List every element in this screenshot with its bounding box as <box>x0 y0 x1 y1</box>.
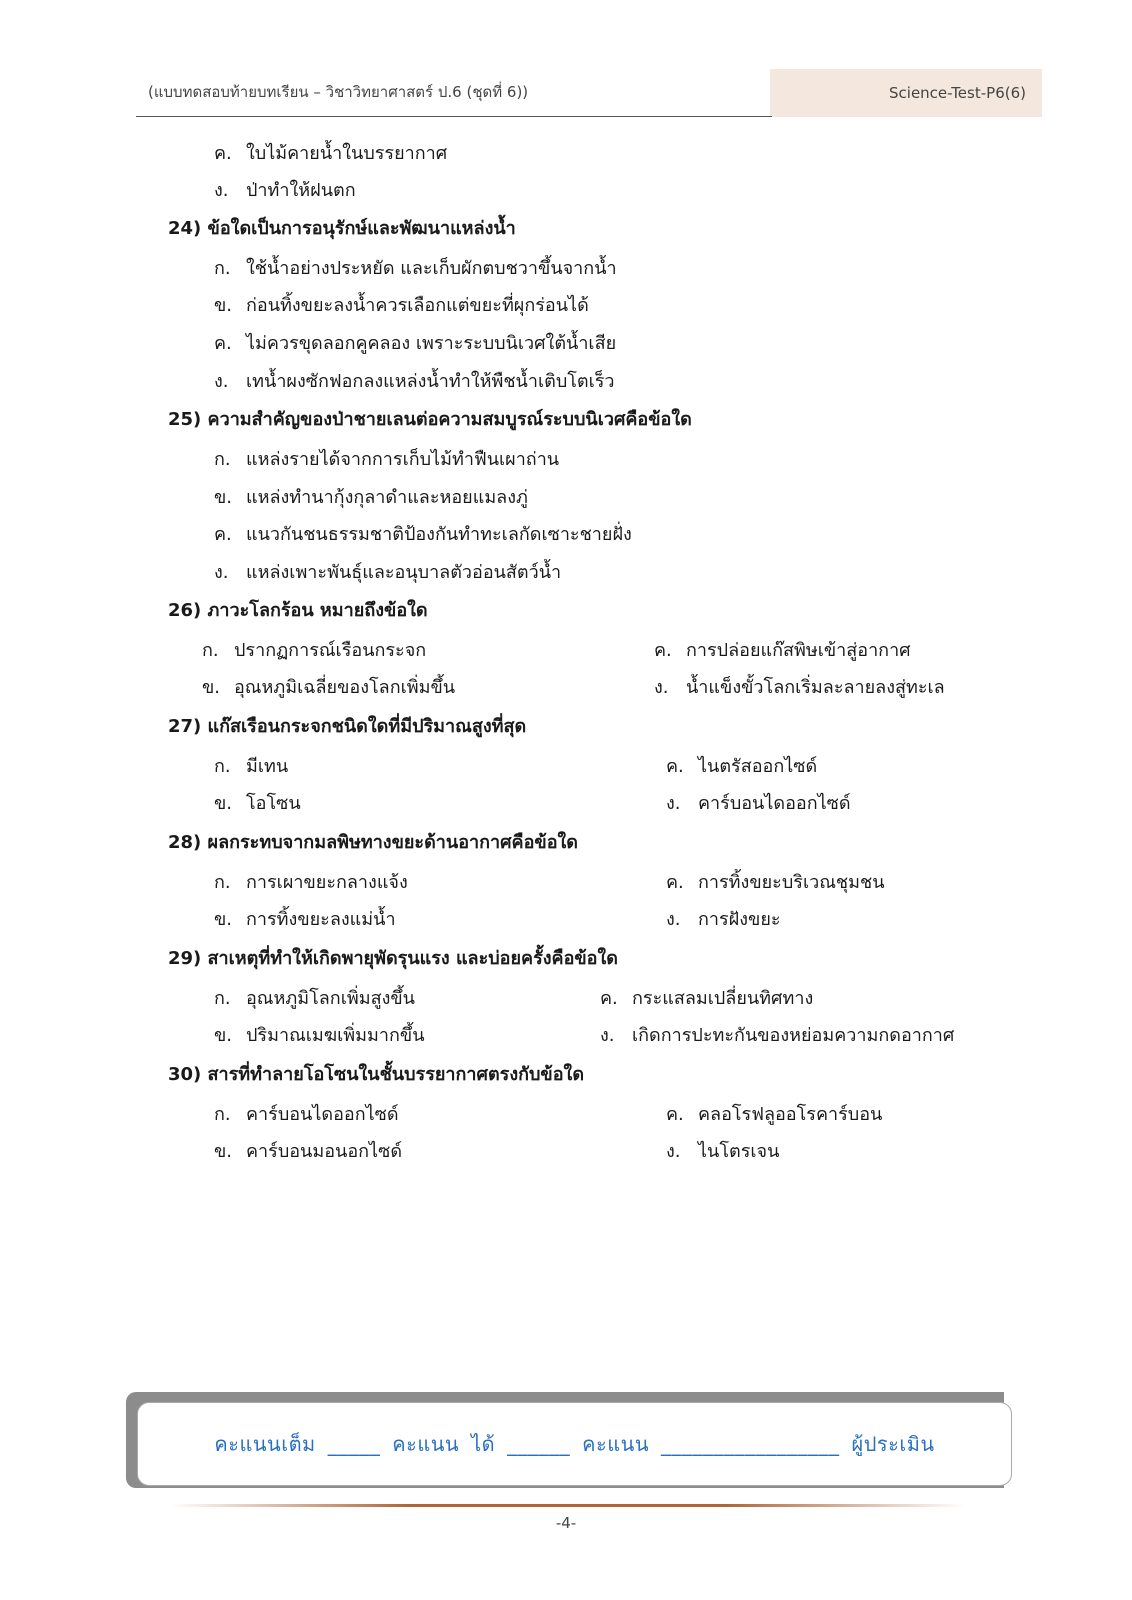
option-item: ข. แหล่งทำนากุ้งกุลาดำและหอยแมลงภู่ <box>214 487 528 508</box>
option-item: ข. โอโซน <box>214 793 301 814</box>
option-item: ค. แนวกันชนธรรมชาติป้องกันทำทะเลกัดเซาะชายฝั่ง <box>214 524 632 545</box>
option-item: ง. น้ำแข็งขั้วโลกเริ่มละลายลงสู่ทะเล <box>654 677 945 698</box>
score-full-label: คะแนนเต็ม <box>214 1432 316 1456</box>
evaluator-blank: _________________ <box>661 1432 840 1456</box>
option-item: ก. มีเทน <box>214 756 289 777</box>
header-code-box <box>770 69 1042 117</box>
option-item: ข. การทิ้งขยะลงแม่น้ำ <box>214 909 396 930</box>
score-unit-1: คะแนน <box>392 1432 460 1456</box>
header-code: Science-Test-P6(6) <box>889 84 1026 102</box>
option-item: ก. ใช้น้ำอย่างประหยัด และเก็บผักตบชวาขึ้นจากน้ำ <box>214 258 617 279</box>
score-got-blank: ______ <box>507 1432 571 1456</box>
score-box <box>137 1402 1012 1486</box>
question-29: 29) สาเหตุที่ทำให้เกิดพายุพัดรุนแรง และบ่อยครั้งคือข้อใด <box>168 948 618 969</box>
option-item: ก. แหล่งรายได้จากการเก็บไม้ทำฟืนเผาถ่าน <box>214 449 560 470</box>
question-26: 26) ภาวะโลกร้อน หมายถึงข้อใด <box>168 600 428 621</box>
question-28: 28) ผลกระทบจากมลพิษทางขยะด้านอากาศคือข้อใด <box>168 832 579 853</box>
option-item: ก. อุณหภูมิโลกเพิ่มสูงขึ้น <box>214 988 415 1009</box>
option-item: ง. คาร์บอนไดออกไซด์ <box>666 793 851 814</box>
option-item: ข. ปริมาณเมฆเพิ่มมากขึ้น <box>214 1025 425 1046</box>
option-item: ค. การทิ้งขยะบริเวณชุมชน <box>666 872 885 893</box>
evaluator-label: ผู้ประเมิน <box>851 1432 935 1456</box>
score-unit-2: คะแนน <box>582 1432 650 1456</box>
option-item: ข. คาร์บอนมอนอกไซด์ <box>214 1141 403 1162</box>
question-30: 30) สารที่ทำลายโอโซนในชั้นบรรยากาศตรงกับข้อใด <box>168 1064 585 1085</box>
option-item: ง. เกิดการปะทะกันของหย่อมความกดอากาศ <box>600 1025 955 1046</box>
option-item: ก. คาร์บอนไดออกไซด์ <box>214 1104 399 1125</box>
page-number: -4- <box>555 1514 577 1532</box>
score-full-blank: _____ <box>327 1432 381 1456</box>
question-24: 24) ข้อใดเป็นการอนุรักษ์และพัฒนาแหล่งน้ำ <box>168 218 516 239</box>
option-item: ข. ก่อนทิ้งขยะลงน้ำควรเลือกแต่ขยะที่ผุกร่อนได้ <box>214 295 589 316</box>
option-item: ง. การฝังขยะ <box>666 909 781 930</box>
header-divider <box>136 116 772 117</box>
option-item: ก. ปรากฏการณ์เรือนกระจก <box>202 640 427 661</box>
option-item: ง. ป่าทำให้ฝนตก <box>214 180 356 201</box>
option-item: ค. ใบไม้คายน้ำในบรรยากาศ <box>214 143 448 164</box>
option-item: ก. การเผาขยะกลางแจ้ง <box>214 872 408 893</box>
header-title: (แบบทดสอบท้ายบทเรียน – วิชาวิทยาศาสตร์ ป.6 (ชุดที่ 6)) <box>148 83 529 101</box>
option-item: ง. เทน้ำผงซักฟอกลงแหล่งน้ำทำให้พืชน้ำเติบโตเร็ว <box>214 371 615 392</box>
score-got-label: ได้ <box>471 1432 496 1456</box>
option-item: ค. ไม่ควรขุดลอกคูคลอง เพราะระบบนิเวศใต้น้ำเสีย <box>214 333 617 354</box>
option-item: ค. การปล่อยแก๊สพิษเข้าสู่อากาศ <box>654 640 911 661</box>
option-item: ค. ไนตรัสออกไซด์ <box>666 756 818 777</box>
option-item: ง. ไนโตรเจน <box>666 1141 780 1162</box>
question-25: 25) ความสำคัญของป่าชายเลนต่อความสมบูรณ์ระบบนิเวศคือข้อใด <box>168 409 692 430</box>
footer-divider <box>170 1504 965 1507</box>
option-item: ง. แหล่งเพาะพันธุ์และอนุบาลตัวอ่อนสัตว์น้ำ <box>214 562 562 583</box>
option-item: ค. กระแสลมเปลี่ยนทิศทาง <box>600 988 814 1009</box>
option-item: ข. อุณหภูมิเฉลี่ยของโลกเพิ่มขึ้น <box>202 677 456 698</box>
option-item: ค. คลอโรฟลูออโรคาร์บอน <box>666 1104 883 1125</box>
question-27: 27) แก๊สเรือนกระจกชนิดใดที่มีปริมาณสูงที่สุด <box>168 716 527 737</box>
